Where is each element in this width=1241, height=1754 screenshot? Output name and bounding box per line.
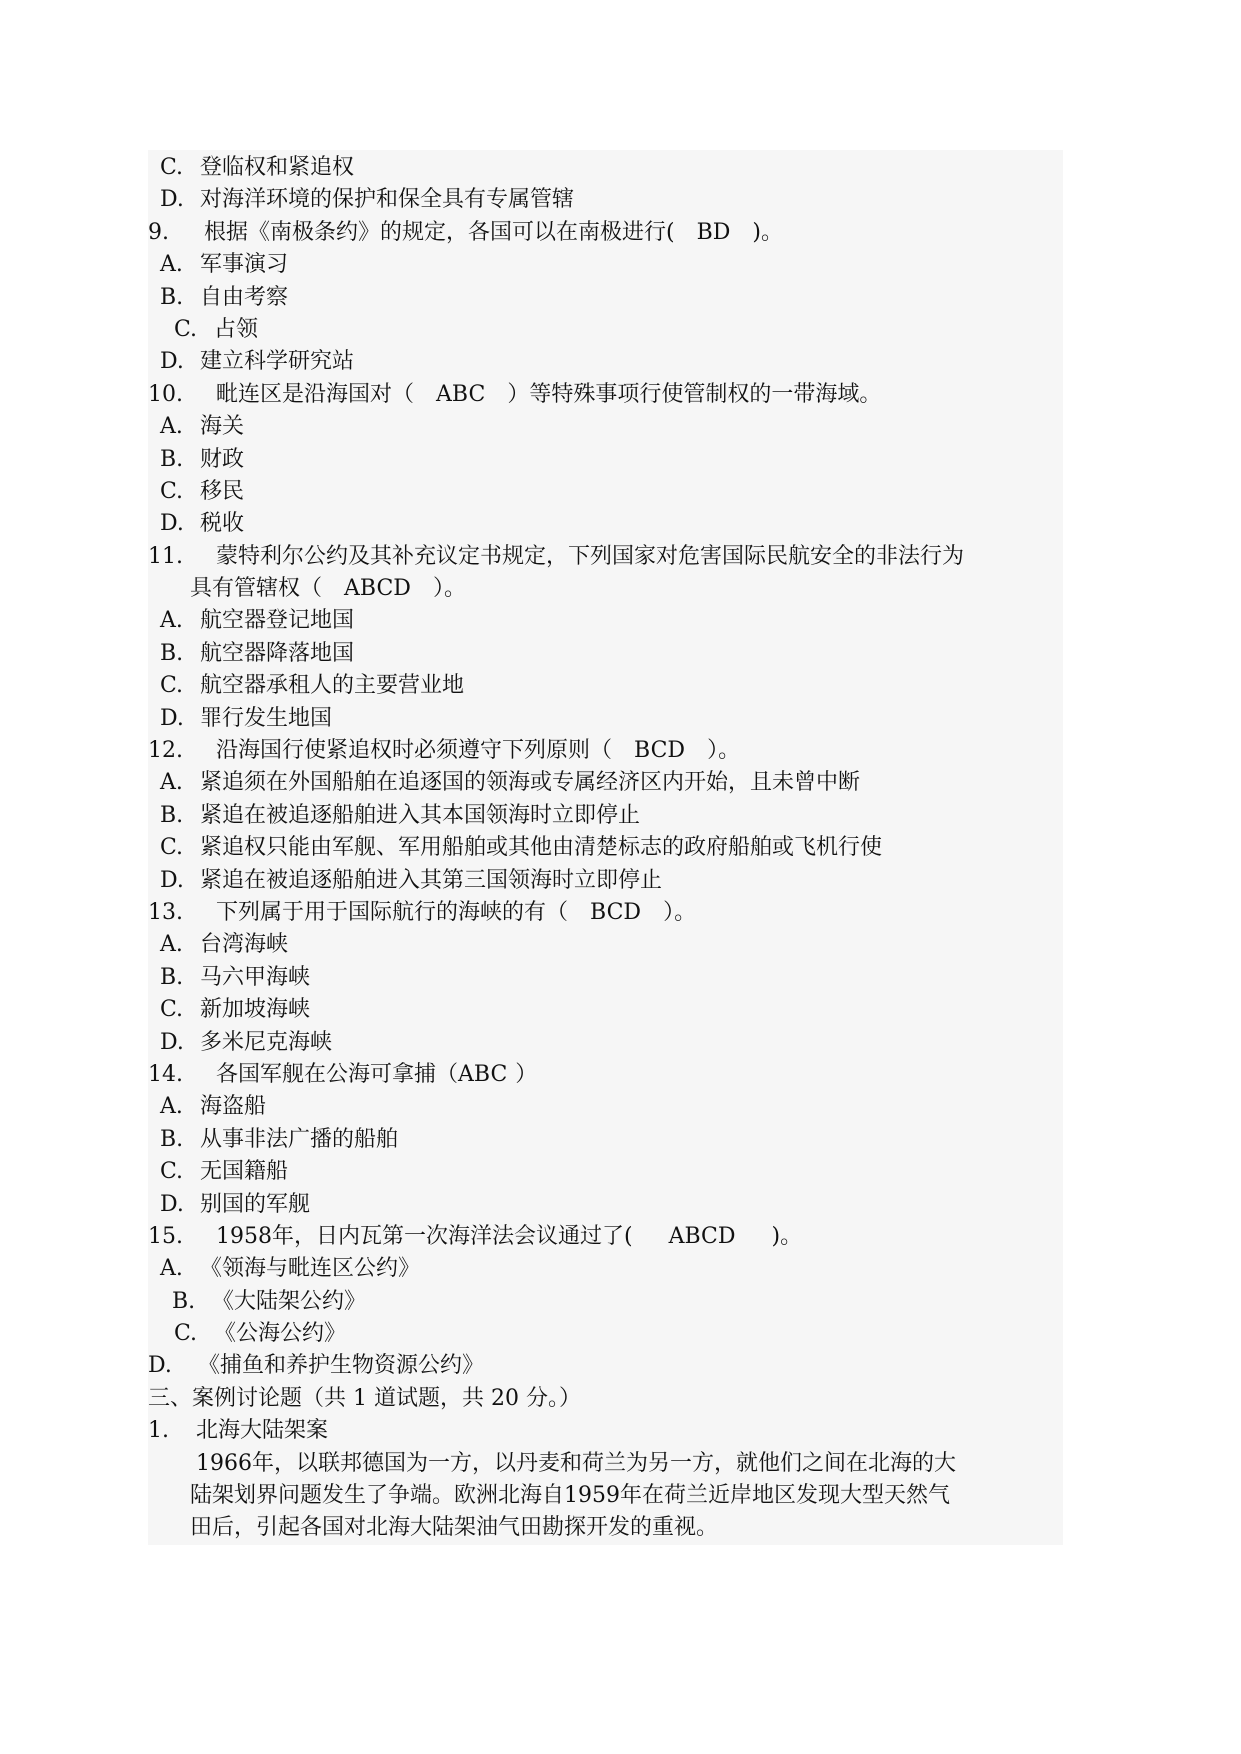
option-key: C. (160, 835, 184, 861)
question-number: 9. (148, 219, 169, 245)
section-heading-text: 三、案例讨论题（共 1 道试题，共 20 分。） (148, 1385, 581, 1411)
question-text: 毗连区是沿海国对（ (216, 381, 415, 407)
option-key: C. (174, 316, 198, 342)
option-key: C. (160, 997, 184, 1023)
option-key: B. (160, 802, 184, 828)
option-line (148, 1318, 1078, 1350)
question-line (148, 735, 1078, 767)
option-line (148, 1350, 1078, 1382)
question-number: 14. (148, 1061, 183, 1087)
option-line (148, 962, 1078, 994)
option-line (148, 767, 1078, 799)
option-line (148, 184, 1078, 216)
option-text: 《领海与毗连区公约》 (200, 1256, 421, 1282)
option-text: 紧追权只能由军舰、军用船舶或其他由清楚标志的政府船舶或飞机行使 (200, 835, 883, 861)
option-text: 对海洋环境的保护和保全具有专属管辖 (200, 187, 575, 213)
option-key: D. (160, 187, 184, 213)
option-key: B. (160, 1126, 184, 1152)
question-number: 10. (148, 381, 183, 407)
question-text-end: ）等特殊事项行使管制权的一带海域。 (507, 381, 882, 407)
option-line (148, 1156, 1078, 1188)
question-line (148, 379, 1078, 411)
option-line (148, 638, 1078, 670)
option-text: 军事演习 (200, 252, 289, 278)
option-line (148, 605, 1078, 637)
question-text-end: ）。 (663, 899, 697, 925)
option-line (148, 152, 1078, 184)
question-text-end: ）。 (707, 738, 741, 764)
option-key: A. (160, 1094, 183, 1120)
option-line (148, 508, 1078, 540)
question-text: 沿海国行使紧追权时必须遵守下列原则（ (216, 738, 613, 764)
option-line (148, 476, 1078, 508)
option-key: A. (160, 414, 183, 440)
question-answer: ABC (436, 381, 486, 407)
option-line (148, 865, 1078, 897)
question-answer: ABCD (668, 1223, 736, 1249)
option-line (148, 1027, 1078, 1059)
question-text: 1958年，日内瓦第一次海洋法会议通过了( (216, 1223, 633, 1249)
option-text: 紧追须在外国船舶在追逐国的领海或专属经济区内开始，且未曾中断 (200, 770, 861, 796)
option-key: B. (160, 640, 184, 666)
case-title: 北海大陆架案 (196, 1418, 329, 1444)
option-key: A. (160, 770, 183, 796)
option-text: 海盗船 (200, 1094, 267, 1120)
question-line (148, 897, 1078, 929)
option-text: 移民 (200, 478, 245, 504)
option-text: 航空器承租人的主要营业地 (200, 673, 465, 699)
option-text: 新加坡海峡 (200, 997, 311, 1023)
option-key: C. (160, 155, 184, 180)
option-key: A. (160, 932, 183, 958)
option-line (148, 670, 1078, 702)
option-text: 马六甲海峡 (200, 964, 311, 990)
question-text: 具有管辖权（ (190, 576, 323, 602)
option-line (148, 1286, 1078, 1318)
case-paragraph-line (148, 1448, 1078, 1480)
question-line-continued (148, 573, 1078, 605)
option-key: D. (160, 511, 184, 537)
case-paragraph-line (148, 1512, 1078, 1544)
option-line (148, 800, 1078, 832)
option-line (148, 1124, 1078, 1156)
question-text: 下列属于用于国际航行的海峡的有（ (216, 899, 569, 925)
option-text: 《公海公约》 (214, 1321, 347, 1347)
question-number: 11. (148, 543, 183, 569)
question-answer: BCD (634, 738, 686, 764)
option-text: 税收 (200, 511, 245, 537)
option-key: A. (160, 608, 183, 634)
option-key: D. (148, 1353, 172, 1379)
option-key: C. (160, 478, 184, 504)
option-text: 别国的军舰 (200, 1191, 311, 1217)
option-line (148, 1253, 1078, 1285)
option-key: D. (160, 1029, 184, 1055)
option-key: B. (160, 446, 184, 472)
option-text: 自由考察 (200, 284, 289, 310)
option-text: 紧追在被追逐船舶进入其本国领海时立即停止 (200, 802, 641, 828)
option-text: 航空器登记地国 (200, 608, 355, 634)
option-key: C. (160, 1159, 184, 1185)
question-answer: BD (696, 219, 731, 245)
option-line (148, 929, 1078, 961)
option-line (148, 444, 1078, 476)
option-key: D. (160, 867, 184, 893)
question-text: 蒙特利尔公约及其补充议定书规定，下列国家对危害国际民航安全的非法行为 (216, 543, 965, 569)
option-text: 多米尼克海峡 (200, 1029, 333, 1055)
option-text: 台湾海峡 (200, 932, 289, 958)
section-heading (148, 1383, 1078, 1415)
option-key: D. (160, 705, 184, 731)
option-line (148, 249, 1078, 281)
question-line (148, 1221, 1078, 1253)
option-key: D. (160, 1191, 184, 1217)
option-text: 罪行发生地国 (200, 705, 333, 731)
option-key: D. (160, 349, 184, 375)
question-text: 根据《南极条约》的规定，各国可以在南极进行( (204, 219, 675, 245)
option-text: 海关 (200, 414, 245, 440)
case-number: 1. (148, 1418, 169, 1444)
option-text: 从事非法广播的船舶 (200, 1126, 399, 1152)
option-text: 《大陆架公约》 (212, 1288, 367, 1314)
option-key: B. (160, 284, 184, 310)
question-text-end: )。 (752, 219, 783, 245)
question-line (148, 217, 1078, 249)
option-text: 建立科学研究站 (200, 349, 355, 375)
option-text: 无国籍船 (200, 1159, 289, 1185)
case-text: 陆架划界问题发生了争端。欧洲北海自1959年在荷兰近岸地区发现大型天然气 (190, 1483, 950, 1509)
option-text: 《捕鱼和养护生物资源公约》 (198, 1353, 485, 1379)
question-answer: ABCD (344, 576, 411, 602)
option-key: C. (160, 673, 184, 699)
option-line (148, 346, 1078, 378)
option-line (148, 411, 1078, 443)
document-body (148, 152, 1078, 1545)
question-line (148, 541, 1078, 573)
option-line (148, 1189, 1078, 1221)
question-text-end: )。 (771, 1223, 803, 1249)
case-text: 1966年，以联邦德国为一方，以丹麦和荷兰为另一方，就他们之间在北海的大 (196, 1450, 956, 1476)
option-line (148, 832, 1078, 864)
question-text-end: ） (515, 1061, 538, 1087)
option-text: 登临权和紧追权 (200, 155, 355, 180)
option-text: 航空器降落地国 (200, 640, 355, 666)
option-line (148, 1091, 1078, 1123)
option-line (148, 994, 1078, 1026)
question-line (148, 1059, 1078, 1091)
option-text: 财政 (200, 446, 245, 472)
question-text-end: ）。 (432, 576, 466, 602)
option-line (148, 703, 1078, 735)
question-number: 13. (148, 899, 183, 925)
question-number: 15. (148, 1223, 183, 1249)
option-text: 紧追在被追逐船舶进入其第三国领海时立即停止 (200, 867, 663, 893)
question-number: 12. (148, 738, 183, 764)
case-text: 田后，引起各国对北海大陆架油气田勘探开发的重视。 (190, 1515, 719, 1541)
question-text: 各国军舰在公海可拿捕（ABC (216, 1061, 508, 1087)
option-line (148, 314, 1078, 346)
case-title-line (148, 1415, 1078, 1447)
option-text: 占领 (214, 316, 259, 342)
option-key: C. (174, 1321, 198, 1347)
question-answer: BCD (590, 899, 642, 925)
option-key: A. (160, 1256, 183, 1282)
option-line (148, 282, 1078, 314)
option-key: B. (172, 1288, 196, 1314)
option-key: B. (160, 964, 184, 990)
option-key: A. (160, 252, 183, 278)
case-paragraph-line (148, 1480, 1078, 1512)
